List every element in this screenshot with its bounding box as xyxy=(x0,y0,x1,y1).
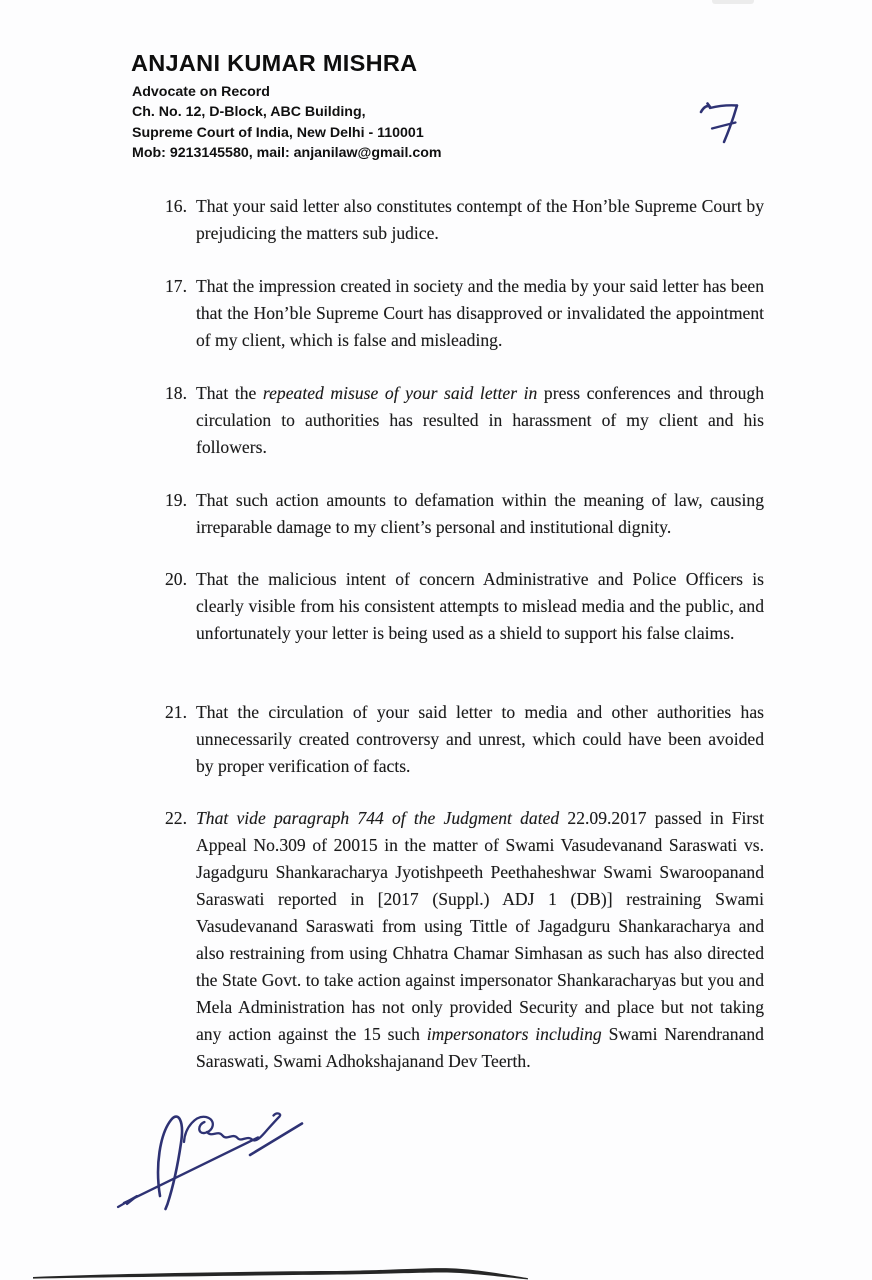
letterhead-address-line2: Supreme Court of India, New Delhi - 110001 xyxy=(132,124,424,141)
paragraph-text: That such action amounts to defamation within the meaning of law, causing irreparable damage to my client’s personal and institutional dignity. xyxy=(196,490,764,537)
scan-edge-shadow xyxy=(0,1262,560,1280)
paragraph-number: 21. xyxy=(165,702,187,722)
paragraph-number: 17. xyxy=(165,276,187,296)
paragraph-text: That vide paragraph 744 of the Judgment dated xyxy=(196,808,560,828)
letterhead-address-line1: Ch. No. 12, D-Block, ABC Building, xyxy=(132,104,366,121)
letterhead-contact: Mob: 9213145580, mail: anjanilaw@gmail.com xyxy=(132,144,442,161)
paragraph xyxy=(165,699,764,780)
paragraph-text: impersonators including xyxy=(426,1024,602,1044)
paragraph-number: 20. xyxy=(165,569,187,589)
paragraph-text: That the circulation of your said letter to media and other authorities has unnecessarily created controversy and unrest, which could have been avoided by proper verification of facts. xyxy=(196,702,764,776)
paragraph-text: repeated misuse of your said letter in xyxy=(262,383,538,403)
paragraph-number: 19. xyxy=(165,490,187,510)
paragraph xyxy=(165,380,764,461)
scan-smudge xyxy=(712,0,754,4)
paragraph-text: That the malicious intent of concern Administrative and Police Officers is clearly visible from his consistent attempts to mislead media and the public, and unfortunately your letter is being used as a shield to support his false claims. xyxy=(196,569,764,643)
paragraph xyxy=(165,193,764,247)
paragraph xyxy=(165,273,764,354)
letterhead-name: ANJANI KUMAR MISHRA xyxy=(131,50,418,76)
letterhead-title: Advocate on Record xyxy=(132,84,270,100)
paragraph-text: Swami Narendranand Saraswati, Swami Adhokshajanand Dev Teerth. xyxy=(196,1024,764,1071)
paragraph-text: 22.09.2017 passed in First Appeal No.309 of 20015 in the matter of Swami Vasudevanand Saraswati vs. Jagadguru Shankaracharya Jyotishpeeth Peethaheshwar Swami Swaroopanand Saraswati reported in [2017 (Suppl.) ADJ 1 (DB)] restraining Swami Vasudevanand Saraswati from using Tittle of Jagadguru Shankaracharya and also restraining from using Chhatra Chamar Simhasan as such has also directed the State Govt. to take action against impersonator Shankaracharyas but you and Mela Administration has not only provided Security and place but not taking any action against the 15 such xyxy=(196,808,765,1044)
paragraph-number: 22. xyxy=(165,808,187,828)
handwritten-page-number xyxy=(690,95,748,153)
signature xyxy=(110,1090,425,1218)
paragraph-text: That the xyxy=(196,383,263,403)
paragraph-text: press conferences and through circulation to authorities has resulted in harassment of my client and his followers. xyxy=(196,383,764,457)
paragraph-text: That your said letter also constitutes contempt of the Hon’ble Supreme Court by prejudicing the matters sub judice. xyxy=(196,196,764,243)
paragraph xyxy=(165,487,764,541)
paragraph xyxy=(165,805,764,1075)
paragraph-number: 18. xyxy=(165,383,187,403)
paragraph-text: That the impression created in society and the media by your said letter has been that the Hon’ble Supreme Court has disapproved or invalidated the appointment of my client, which is false and misleading. xyxy=(196,276,764,350)
paragraph-number: 16. xyxy=(165,196,187,216)
letterhead-details xyxy=(132,82,442,163)
paragraph xyxy=(165,566,764,647)
